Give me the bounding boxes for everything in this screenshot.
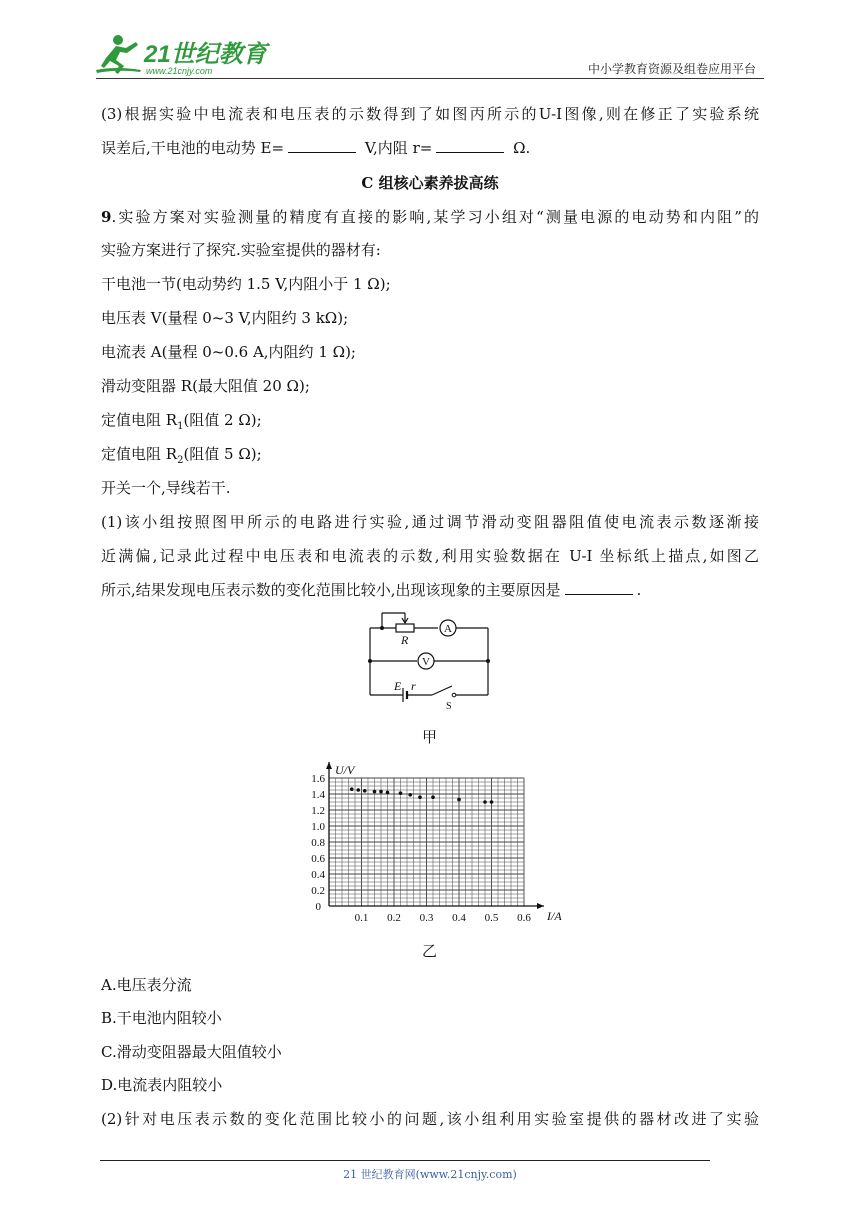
- y-tick-label: 0.4: [311, 869, 325, 881]
- label-R: R: [401, 633, 409, 647]
- data-point: [418, 795, 422, 799]
- data-point: [373, 790, 377, 794]
- x-tick-label: 0.1: [354, 912, 369, 924]
- part3-line2: [101, 137, 530, 159]
- answer-blank-reason[interactable]: [565, 580, 633, 595]
- y-tick-label: 0.8: [311, 837, 325, 849]
- equipment-item: 电流表 A(量程 0~0.6 A,内阻约 1 Ω);: [101, 343, 356, 361]
- r2-label: 定值电阻 R: [101, 445, 178, 463]
- y-tick-label: 1.0: [311, 821, 325, 833]
- data-point: [431, 795, 435, 799]
- footer-text: 21 世纪教育网(www.21cnjy.com): [343, 1168, 517, 1181]
- header-divider: [96, 78, 764, 79]
- logo-url: www.21cnjy.com: [146, 66, 213, 76]
- data-point: [386, 791, 390, 795]
- x-axis-label: I/A: [547, 909, 562, 923]
- answer-blank-r[interactable]: [436, 138, 504, 153]
- r1-subscript: 1: [177, 421, 184, 432]
- part2-line1: (2)针对电压表示数的变化范围比较小的问题,该小组利用实验室提供的器材改进了实验: [101, 1110, 759, 1128]
- q9-intro: .实验方案对实验测量的精度有直接的影响,某学习小组对“测量电源的电动势和内阻”的: [111, 208, 759, 226]
- data-point: [350, 787, 354, 791]
- q9-part1-line3: [101, 579, 641, 601]
- x-tick-label: 0.3: [419, 912, 434, 924]
- data-point: [379, 790, 383, 794]
- data-point: [483, 800, 487, 804]
- q9-part1-line2: 近满偏,记录此过程中电压表和电流表的示数,利用实验数据在 U-I 坐标纸上描点,如图乙: [101, 547, 759, 565]
- part3-line1: (3)根据实验中电流表和电压表的示数得到了如图丙所示的U-I图像,则在修正了实验系统: [101, 105, 759, 123]
- q9-number: 9: [101, 208, 112, 226]
- r1-label: 定值电阻 R: [101, 411, 178, 429]
- option-c[interactable]: C.滑动变阻器最大阻值较小: [101, 1043, 282, 1061]
- equipment-item: 电压表 V(量程 0~3 V,内阻约 3 kΩ);: [101, 309, 349, 327]
- q9-part1-period: .: [636, 581, 642, 599]
- circuit-diagram: [360, 606, 500, 712]
- data-point: [356, 788, 360, 792]
- option-d[interactable]: D.电流表内阻较小: [101, 1076, 223, 1094]
- option-a[interactable]: A.电压表分流: [101, 976, 192, 994]
- equipment-item-r1: [101, 409, 262, 438]
- part3-unit: Ω.: [508, 139, 531, 157]
- rheostat-symbol: [396, 624, 414, 632]
- data-point: [399, 791, 403, 795]
- x-tick-label: 0.5: [484, 912, 499, 924]
- data-point: [363, 789, 367, 793]
- label-V: V: [422, 656, 430, 668]
- data-point: [408, 793, 412, 797]
- chart-caption: 乙: [422, 942, 438, 960]
- part3-emf-label: 误差后,干电池的电动势 E=: [101, 139, 285, 157]
- data-point: [457, 798, 461, 802]
- y-tick-label: 1.6: [311, 773, 325, 785]
- platform-label: 中小学教育资源及组卷应用平台: [587, 62, 756, 76]
- label-A: A: [444, 623, 452, 635]
- logo-text: 21世纪教育: [144, 41, 267, 68]
- option-b[interactable]: B.干电池内阻较小: [101, 1009, 222, 1027]
- x-tick-label: 0.4: [452, 912, 466, 924]
- y-tick-label: 0.6: [311, 853, 325, 865]
- q9-part1-question: 所示,结果发现电压表示数的变化范围比较小,出现该现象的主要原因是: [101, 581, 561, 599]
- x-tick-label: 0.2: [387, 912, 401, 924]
- part3-r-label: V,内阻 r=: [360, 139, 433, 157]
- ui-chart: [295, 758, 560, 928]
- label-E: E: [394, 679, 402, 693]
- r2-subscript: 2: [177, 455, 184, 466]
- q9-line1: [101, 206, 759, 228]
- equipment-item: 滑动变阻器 R(最大阻值 20 Ω);: [101, 377, 310, 395]
- r1-value: (阻值 2 Ω);: [183, 411, 262, 429]
- section-title: C 组核心素养拔高练: [361, 174, 499, 192]
- y-axis-arrow: [326, 762, 332, 769]
- x-tick-label: 0.6: [517, 912, 531, 924]
- footer-divider: [100, 1160, 710, 1161]
- equipment-misc: 开关一个,导线若干.: [101, 479, 231, 497]
- site-logo: [96, 30, 266, 80]
- label-r: r: [411, 679, 416, 693]
- circuit-caption: 甲: [422, 728, 438, 746]
- r2-value: (阻值 5 Ω);: [183, 445, 262, 463]
- y-axis-label: U/V: [335, 763, 355, 777]
- label-S: S: [446, 701, 452, 712]
- q9-line2: 实验方案进行了探究.实验室提供的器材有:: [101, 241, 381, 259]
- data-point: [490, 800, 494, 804]
- origin-label: 0: [315, 901, 321, 913]
- y-tick-label: 1.4: [311, 789, 325, 801]
- equipment-item-r2: [101, 443, 262, 472]
- y-tick-label: 1.2: [311, 805, 325, 817]
- q9-part1-line1: (1)该小组按照图甲所示的电路进行实验,通过调节滑动变阻器阻值使电流表示数逐渐接: [101, 513, 759, 531]
- switch-blade: [432, 686, 452, 695]
- answer-blank-emf[interactable]: [288, 138, 356, 153]
- equipment-item: 干电池一节(电动势约 1.5 V,内阻小于 1 Ω);: [101, 275, 391, 293]
- y-tick-label: 0.2: [311, 885, 325, 897]
- x-axis-arrow: [537, 903, 544, 909]
